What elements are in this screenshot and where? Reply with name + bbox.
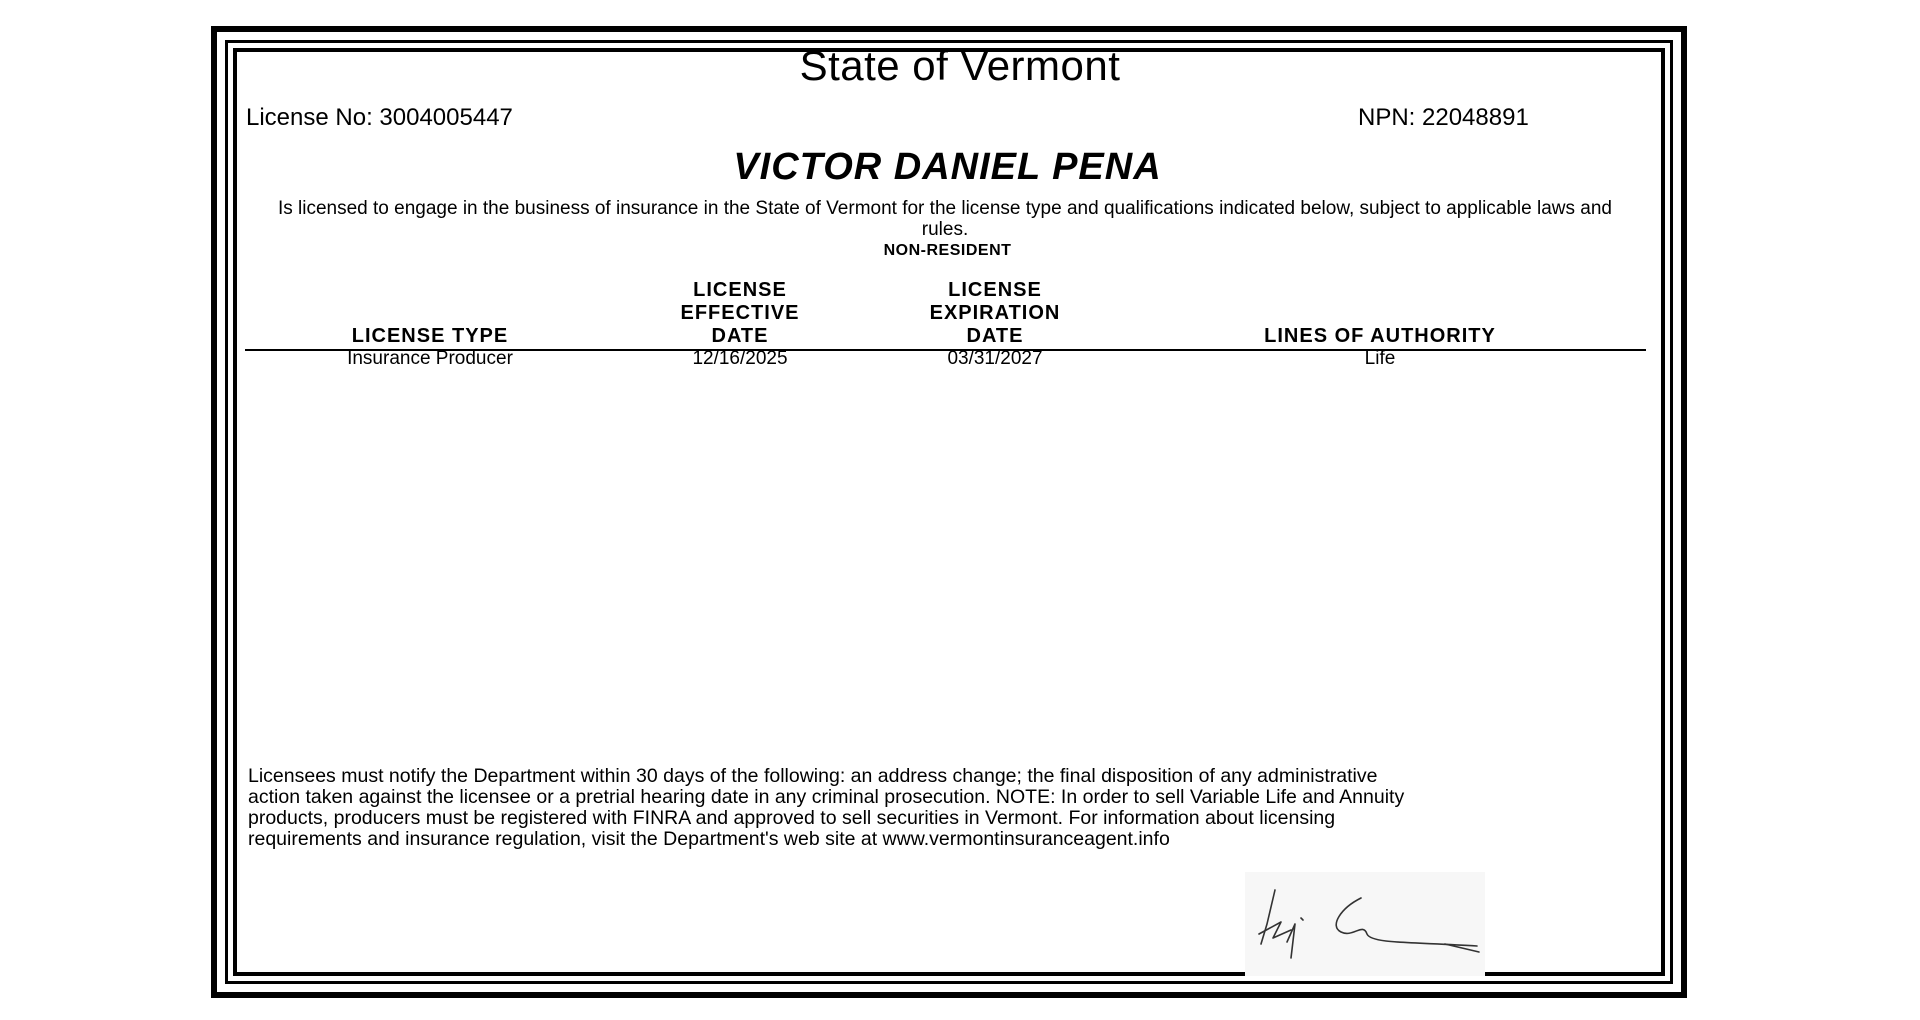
signature-icon [1245,872,1485,976]
cell-expiration-date: 03/31/2027 [947,348,1043,369]
state-title: State of Vermont [799,42,1121,89]
header-expiration-line: EXPIRATION [929,302,1061,324]
signature-background [1245,872,1485,976]
header-expiration-line: LICENSE [948,279,1042,301]
notice-line: products, producers must be registered with FINRA and approved to sell securities in Vermont. For information about licensing [248,807,1336,829]
notice-line: action taken against the licensee or a pretrial hearing date in any criminal prosecution. NOTE: In order to sell Variable Life and Annuity [248,786,1405,808]
licensee-name: VICTOR DANIEL PENA [733,146,1162,188]
npn-number: NPN: 22048891 [1358,104,1529,131]
header-expiration-line: DATE [966,325,1024,347]
header-effective-line: LICENSE [693,279,787,301]
header-effective-line: DATE [711,325,769,347]
header-effective-date [640,279,840,348]
header-expiration-date [885,279,1105,348]
cell-license-type: Insurance Producer [347,348,513,369]
license-number: License No: 3004005447 [246,104,513,131]
notice-line: Licensees must notify the Department within 30 days of the following: an address change; the final disposition of any administrative [248,765,1378,787]
residency-status: NON-RESIDENT [883,242,1012,259]
header-lines-of-authority: LINES OF AUTHORITY [1264,325,1496,347]
header-effective-line: EFFECTIVE [680,302,800,324]
cell-lines-of-authority: Life [1364,348,1396,369]
license-statement: Is licensed to engage in the business of insurance in the State of Vermont for the license type and qualifications indicated below, subject to applicable laws and rules. [277,198,1612,240]
cell-effective-date: 12/16/2025 [692,348,788,369]
header-license-type: LICENSE TYPE [351,325,509,347]
notice-line: requirements and insurance regulation, visit the Department's web site at www.vermontinsuranceagent.info [248,828,1170,850]
notice-paragraph [248,766,1648,850]
